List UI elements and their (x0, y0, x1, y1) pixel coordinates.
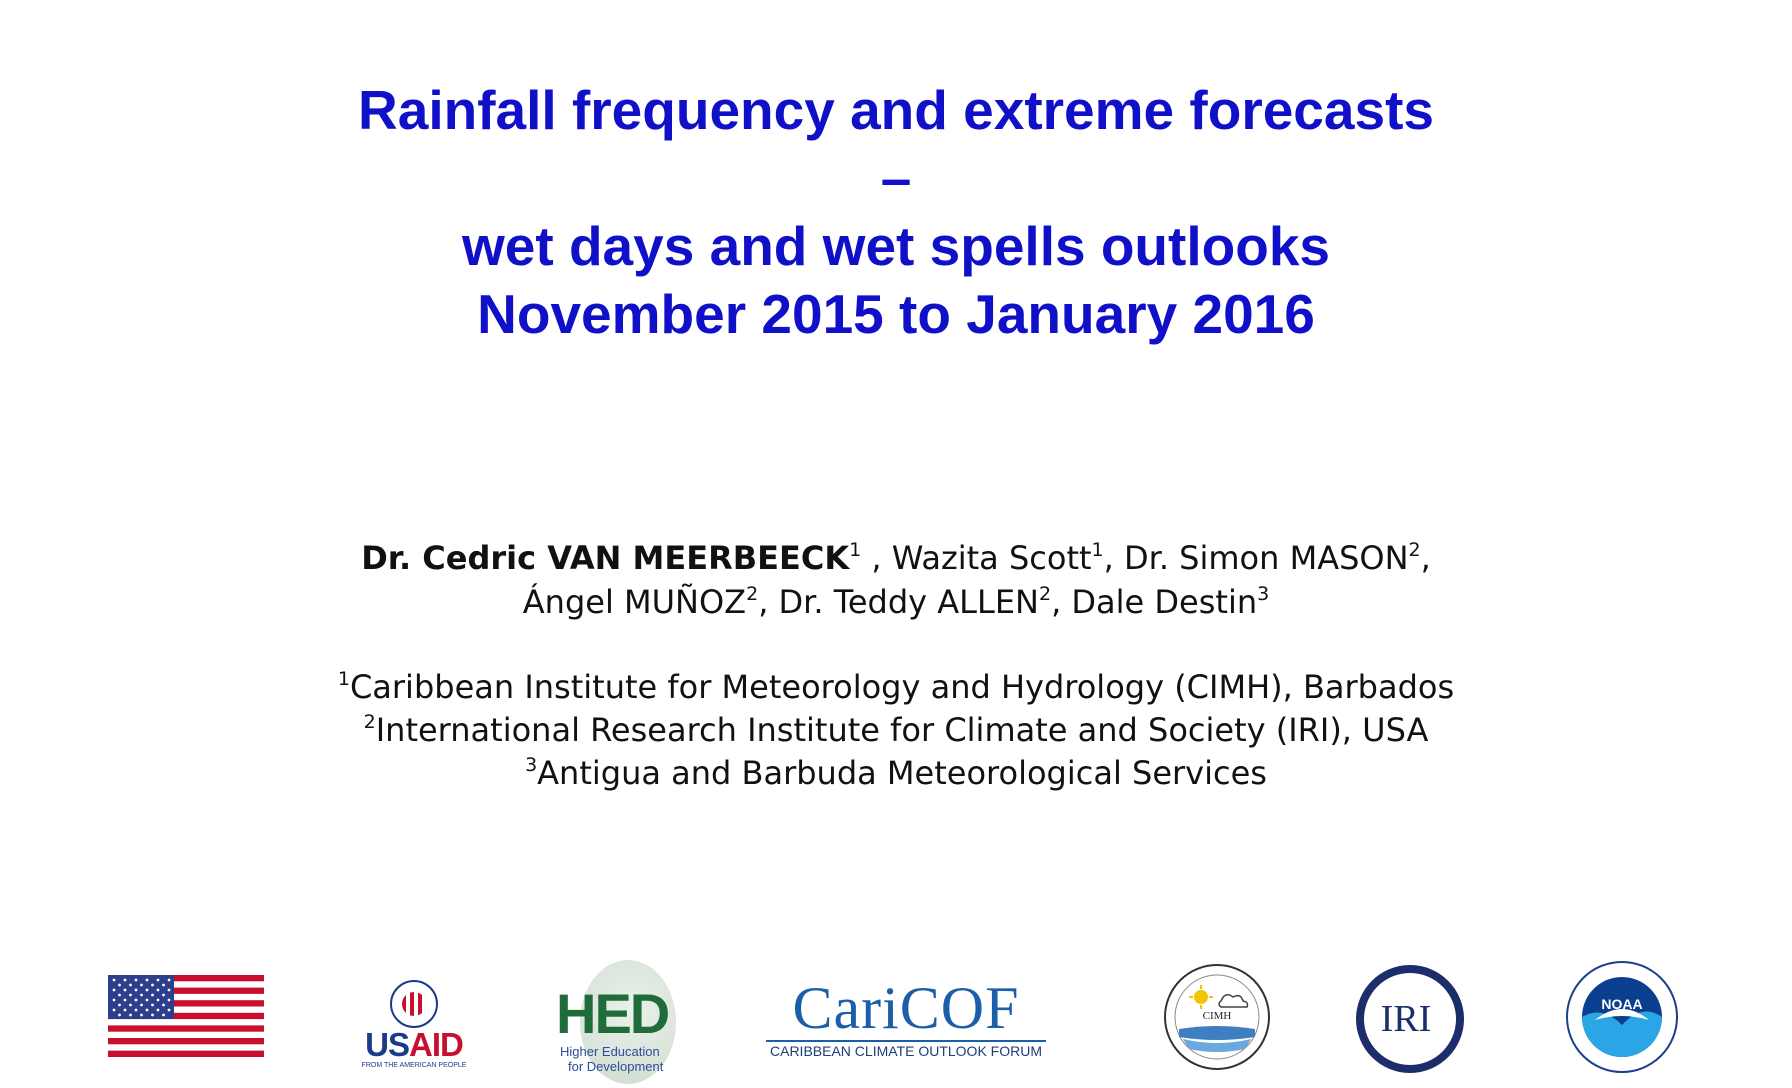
hed-wordmark: HED (556, 982, 669, 1045)
usaid-tagline: FROM THE AMERICAN PEOPLE (361, 1062, 467, 1069)
title-line-4: November 2015 to January 2016 (477, 283, 1315, 345)
usaid-wordmark: USAID (365, 1026, 463, 1063)
affiliation-2: $^2$International Research Institute for Climate and Society (IRI), USA (363, 711, 1429, 749)
affiliation-3: $^3$Antigua and Barbuda Meteorological Services (525, 754, 1267, 792)
us-flag-logo (108, 975, 264, 1057)
hed-tagline: Higher Education for Development (560, 1044, 664, 1074)
iri-wordmark: IRI (1380, 998, 1432, 1040)
cimh-logo (1163, 963, 1271, 1071)
title-line-2: – (880, 147, 912, 209)
lead-author: Dr. Cedric VAN MEERBEECK (361, 539, 850, 577)
caricof-tagline: CARIBBEAN CLIMATE OUTLOOK FORUM (766, 1040, 1046, 1059)
noaa-wordmark: NOAA (1601, 996, 1643, 1012)
usaid-logo (356, 980, 472, 1070)
iri-logo (1354, 963, 1466, 1075)
affiliation-1: $^1$Caribbean Institute for Meteorology and Hydrology (CIMH), Barbados (337, 668, 1455, 706)
affiliation-list (0, 666, 1792, 795)
author-line-1: Dr. Cedric VAN MEERBEECK$^1$ , Wazita Scott$^1$, Dr. Simon MASON$^2$, (361, 539, 1431, 577)
title-line-3: wet days and wet spells outlooks (462, 215, 1330, 277)
usaid-seal-icon (390, 980, 438, 1028)
noaa-logo (1565, 960, 1679, 1074)
cimh-wordmark: CIMH (1202, 1010, 1232, 1022)
caricof-wordmark: CariCOF (792, 975, 1020, 1041)
hed-logo (556, 960, 686, 1084)
author-list (0, 536, 1792, 624)
slide-title (0, 76, 1792, 348)
author-line-2: Ángel MUÑOZ$^2$, Dr. Teddy ALLEN$^2$, Dale Destin$^3$ (522, 583, 1270, 621)
title-line-1: Rainfall frequency and extreme forecasts (358, 79, 1434, 141)
caricof-logo (766, 975, 1046, 1060)
